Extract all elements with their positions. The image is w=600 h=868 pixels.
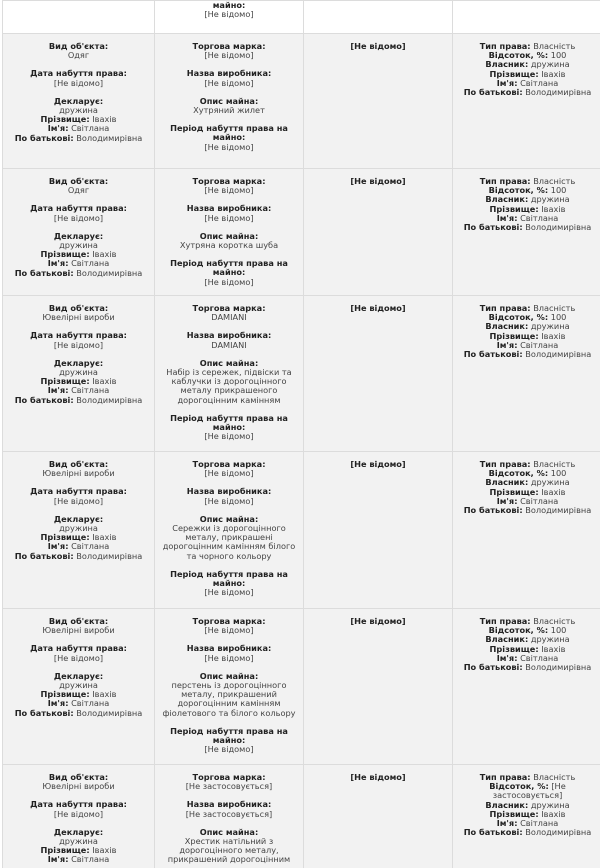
acquire-date-label: Дата набуття права:	[30, 330, 127, 341]
value-text: [Не відомо]	[350, 41, 406, 51]
patronymic	[7, 134, 150, 143]
percent-value: 100	[550, 468, 567, 479]
trademark-label: Торгова марка:	[192, 41, 266, 51]
manufacturer-label: Назва виробника:	[186, 330, 272, 341]
owner-first-name-value: Світлана	[520, 212, 559, 223]
acquire-date-value: [Не відомо]	[53, 808, 104, 819]
manufacturer-label: Назва виробника:	[186, 799, 272, 810]
percent-label: Відсоток, %:	[488, 468, 549, 479]
declarant-label: Декларує:	[53, 670, 104, 681]
trademark-label: Торгова марка:	[192, 459, 266, 469]
description-value: Набір із сережек, підвіски та каблучки із дорогоцінного металу прикрашеного дорогоцінним камінням	[166, 367, 292, 405]
owner-surname-value: Івахів	[541, 68, 566, 79]
owner-surname-value: Івахів	[541, 808, 566, 819]
surname-label: Прізвище:	[40, 532, 90, 543]
declarant-label: Декларує:	[53, 357, 104, 368]
percent-value: 100	[550, 312, 567, 323]
percent-label: Відсоток, %:	[488, 312, 549, 323]
cell-rights	[453, 452, 600, 609]
period-label-line1: Період набуття права на	[170, 258, 288, 269]
value-text: [Не відомо]	[350, 616, 406, 626]
object-type-label: Вид об'єкта:	[48, 772, 109, 782]
manufacturer-label: Назва виробника:	[186, 486, 272, 497]
description-label: Опис майна:	[199, 95, 259, 106]
object-type-label: Вид об'єкта:	[48, 616, 109, 626]
cell-empty	[3, 1, 155, 34]
trademark-label: Торгова марка:	[192, 303, 266, 313]
cell-empty	[453, 1, 600, 34]
percent-value: [Не застосовується]	[492, 781, 566, 801]
period-label-line1: Період набуття права на	[170, 568, 288, 579]
percent-label: Відсоток, %:	[488, 50, 549, 61]
owner-surname-label: Прізвище:	[489, 808, 539, 819]
declarant-label: Декларує:	[53, 230, 104, 241]
description-value: Хутряна коротка шуба	[179, 240, 279, 251]
object-type-label: Вид об'єкта:	[48, 459, 109, 469]
period-label-line2: майно:	[212, 422, 246, 433]
owner-surname-label: Прізвище:	[489, 330, 539, 341]
owner-patronymic	[457, 663, 598, 672]
owner-patronymic-label: По батькові:	[463, 349, 523, 360]
owner-patronymic-value: Володимирівна	[525, 87, 592, 98]
trademark-label: Торгова марка:	[192, 176, 266, 186]
period-label: майно:	[212, 0, 246, 10]
period-label-line1: Період набуття права на	[170, 725, 288, 736]
surname-value: Івахів	[92, 532, 117, 543]
declarant-value: дружина	[59, 240, 98, 251]
table-row-fragment	[3, 1, 600, 34]
value-text: [Не відомо]	[350, 303, 406, 313]
declarant-label: Декларує:	[53, 826, 104, 837]
cell-value	[304, 765, 453, 868]
owner-label: Власник:	[485, 799, 529, 810]
first-name-label: Ім'я:	[47, 854, 69, 865]
surname-label: Прізвище:	[40, 845, 90, 856]
surname-value: Івахів	[92, 376, 117, 387]
owner-label: Власник:	[485, 59, 529, 70]
percent-label: Відсоток, %:	[489, 781, 549, 792]
description-label: Опис майна:	[199, 513, 259, 524]
owner-first-name-label: Ім'я:	[496, 652, 518, 663]
owner-first-name-value: Світлана	[520, 818, 559, 829]
owner-value: дружина	[530, 321, 570, 332]
right-type-value: Власність	[533, 176, 576, 186]
owner-patronymic-label: По батькові:	[463, 222, 523, 233]
movable-property-table	[2, 0, 600, 868]
acquire-date-value: [Не відомо]	[53, 77, 104, 88]
first-name-label: Ім'я:	[47, 385, 69, 396]
first-name-value: Світлана	[71, 854, 110, 865]
manufacturer-value: [Не відомо]	[204, 77, 254, 88]
description-value: Сережки із дорогоцінного металу, прикрашені дорогоцінним камінням білого та чорного кольору	[162, 523, 296, 561]
owner-surname-label: Прізвище:	[489, 203, 539, 214]
surname-value: Івахів	[92, 845, 117, 856]
right-type-label: Тип права:	[479, 616, 531, 626]
patronymic-value: Володимирівна	[76, 132, 143, 143]
first-name-value: Світлана	[71, 123, 110, 134]
table-row	[3, 296, 600, 452]
surname-label: Прізвище:	[40, 249, 90, 260]
owner-surname-label: Прізвище:	[489, 68, 539, 79]
first-name-value: Світлана	[71, 385, 110, 396]
owner-surname-label: Прізвище:	[489, 486, 539, 497]
manufacturer-label: Назва виробника:	[186, 643, 272, 654]
period-label-line2: майно:	[212, 132, 246, 143]
description-value: перстень із дорогоцінного металу, прикрашений дорогоцінним камінням фіолетового та білого кольору	[162, 680, 296, 718]
owner-label: Власник:	[485, 634, 529, 645]
right-type-value: Власність	[533, 303, 576, 313]
table-row	[3, 609, 600, 765]
owner-patronymic	[457, 350, 598, 359]
right-type-value: Власність	[533, 41, 576, 51]
right-type-label: Тип права:	[479, 459, 531, 469]
patronymic-label: По батькові:	[14, 267, 74, 278]
object-type-value: Одяг	[67, 185, 90, 196]
first-name-value: Світлана	[71, 258, 110, 269]
patronymic-label: По батькові:	[14, 550, 74, 561]
declarant-label: Декларує:	[53, 513, 104, 524]
surname-value: Івахів	[92, 249, 117, 260]
owner-first-name-label: Ім'я:	[496, 495, 518, 506]
description-label: Опис майна:	[199, 230, 259, 241]
owner-label: Власник:	[485, 194, 529, 205]
object-type-value: Ювелірні вироби	[42, 781, 115, 792]
first-name-label: Ім'я:	[47, 258, 69, 269]
cell-object-info	[3, 296, 155, 452]
declarant-value: дружина	[59, 680, 98, 691]
trademark-value: [Не застосовується]	[185, 781, 273, 792]
declarant-value: дружина	[59, 367, 98, 378]
owner-patronymic-value: Володимирівна	[525, 505, 592, 516]
object-type-label: Вид об'єкта:	[48, 303, 109, 313]
object-type-label: Вид об'єкта:	[48, 176, 109, 186]
manufacturer-label: Назва виробника:	[186, 203, 272, 214]
cell-rights	[453, 765, 600, 868]
owner-first-name-value: Світлана	[520, 652, 559, 663]
owner-patronymic-label: По батькові:	[463, 87, 523, 98]
cell-rights	[453, 609, 600, 765]
trademark-label: Торгова марка:	[192, 772, 266, 782]
period-value: [Не відомо]	[204, 744, 254, 755]
percent-label: Відсоток, %:	[488, 185, 549, 196]
patronymic-label: По батькові:	[14, 394, 74, 405]
patronymic	[7, 269, 150, 278]
acquire-date-value: [Не відомо]	[53, 652, 104, 663]
cell-value	[304, 34, 453, 169]
manufacturer-label: Назва виробника:	[186, 68, 272, 79]
surname-value: Івахів	[92, 114, 117, 125]
acquire-date-label: Дата набуття права:	[30, 486, 127, 497]
owner-first-name-label: Ім'я:	[496, 77, 518, 88]
percent	[457, 782, 598, 800]
right-type-value: Власність	[533, 459, 576, 469]
cell-object-info	[3, 169, 155, 296]
patronymic-label: По батькові:	[14, 132, 74, 143]
cell-property-details	[155, 452, 304, 609]
cell-object-info	[3, 609, 155, 765]
patronymic-value: Володимирівна	[76, 550, 143, 561]
patronymic	[7, 709, 150, 718]
surname-label: Прізвище:	[40, 376, 90, 387]
declarant-value: дружина	[59, 523, 98, 534]
owner-first-name-value: Світлана	[520, 77, 559, 88]
cell-value	[304, 609, 453, 765]
owner-patronymic	[457, 223, 598, 232]
period-label-line2: майно:	[212, 735, 246, 746]
table-row	[3, 169, 600, 296]
period-value: [Не відомо]	[204, 276, 254, 287]
first-name-value: Світлана	[71, 541, 110, 552]
description-label: Опис майна:	[199, 357, 259, 368]
cell-property-details	[155, 609, 304, 765]
cell-object-info	[3, 452, 155, 609]
first-name-label: Ім'я:	[47, 123, 69, 134]
owner-patronymic-label: По батькові:	[463, 827, 523, 838]
cell-value	[304, 296, 453, 452]
object-type-value: Ювелірні вироби	[42, 468, 115, 479]
cell-value	[304, 452, 453, 609]
acquire-date-label: Дата набуття права:	[30, 643, 127, 654]
description-value: Хрестик натільний з дорогоцінного металу, прикрашений дорогоцінним	[167, 836, 291, 865]
owner-surname-label: Прізвище:	[489, 643, 539, 654]
cell-value	[304, 169, 453, 296]
owner-label: Власник:	[485, 321, 529, 332]
cell-rights	[453, 169, 600, 296]
patronymic-value: Володимирівна	[76, 707, 143, 718]
owner-patronymic	[457, 88, 598, 97]
surname-label: Прізвище:	[40, 689, 90, 700]
patronymic-label: По батькові:	[14, 707, 74, 718]
manufacturer-value: [Не відомо]	[204, 495, 254, 506]
object-type-value: Ювелірні вироби	[42, 312, 115, 323]
right-type-value: Власність	[533, 772, 576, 782]
first-name-label: Ім'я:	[47, 541, 69, 552]
owner-patronymic-value: Володимирівна	[525, 662, 592, 673]
declarant-value: дружина	[59, 105, 98, 116]
description-label: Опис майна:	[199, 826, 259, 837]
owner-value: дружина	[530, 799, 570, 810]
declarant-label: Декларує:	[53, 95, 104, 106]
right-type-label: Тип права:	[479, 772, 531, 782]
owner-patronymic	[457, 828, 598, 837]
cell-property-details	[155, 765, 304, 868]
cell-object-info	[3, 765, 155, 868]
value-text: [Не відомо]	[350, 176, 406, 186]
acquire-date-value: [Не відомо]	[53, 212, 104, 223]
trademark-value: [Не відомо]	[204, 625, 254, 636]
right-type-label: Тип права:	[479, 176, 531, 186]
acquire-date-value: [Не відомо]	[53, 495, 104, 506]
declarant-value: дружина	[59, 836, 98, 847]
period-label-line2: майно:	[212, 578, 246, 589]
trademark-value: [Не відомо]	[204, 185, 254, 196]
manufacturer-value: DAMIANI	[211, 339, 247, 350]
right-type-label: Тип права:	[479, 41, 531, 51]
owner-first-name-value: Світлана	[520, 495, 559, 506]
manufacturer-value: [Не відомо]	[204, 652, 254, 663]
cell-property-fragment	[155, 1, 304, 34]
description-label: Опис майна:	[199, 670, 259, 681]
owner-surname-value: Івахів	[541, 330, 566, 341]
table-row	[3, 452, 600, 609]
period-label-line1: Період набуття права на	[170, 123, 288, 134]
object-type-value: Ювелірні вироби	[42, 625, 115, 636]
acquire-date-label: Дата набуття права:	[30, 68, 127, 79]
period-label-line2: майно:	[212, 267, 246, 278]
cell-empty	[304, 1, 453, 34]
owner-first-name-value: Світлана	[520, 339, 559, 350]
table-row	[3, 34, 600, 169]
owner-surname-value: Івахів	[541, 203, 566, 214]
object-type-label: Вид об'єкта:	[48, 41, 109, 51]
cell-property-details	[155, 169, 304, 296]
period-value: [Не відомо]	[204, 9, 254, 20]
patronymic	[7, 396, 150, 405]
trademark-value: [Не відомо]	[204, 50, 254, 61]
patronymic	[7, 552, 150, 561]
owner-surname-value: Івахів	[541, 643, 566, 654]
period-value: [Не відомо]	[204, 431, 254, 442]
object-type-value: Одяг	[67, 50, 90, 61]
owner-patronymic-label: По батькові:	[463, 505, 523, 516]
period-label-line1: Період набуття права на	[170, 412, 288, 423]
value-text: [Не відомо]	[350, 772, 406, 782]
cell-object-info	[3, 34, 155, 169]
owner-value: дружина	[530, 477, 570, 488]
manufacturer-value: [Не відомо]	[204, 212, 254, 223]
owner-surname-value: Івахів	[541, 486, 566, 497]
cell-rights	[453, 296, 600, 452]
patronymic-value: Володимирівна	[76, 267, 143, 278]
percent-value: 100	[550, 625, 567, 636]
first-name-label: Ім'я:	[47, 698, 69, 709]
manufacturer-value: [Не застосовується]	[185, 808, 273, 819]
percent-value: 100	[550, 185, 567, 196]
right-type-value: Власність	[533, 616, 576, 626]
patronymic-value: Володимирівна	[76, 394, 143, 405]
owner-value: дружина	[530, 634, 570, 645]
owner-value: дружина	[530, 59, 570, 70]
period-value: [Не відомо]	[204, 141, 254, 152]
percent-value: 100	[550, 50, 567, 61]
acquire-date-label: Дата набуття права:	[30, 799, 127, 810]
acquire-date-value: [Не відомо]	[53, 339, 104, 350]
description-value: Хутряний жилет	[193, 105, 265, 116]
owner-first-name-label: Ім'я:	[496, 212, 518, 223]
owner-first-name-label: Ім'я:	[496, 818, 518, 829]
cell-property-details	[155, 296, 304, 452]
acquire-date-label: Дата набуття права:	[30, 203, 127, 214]
owner-patronymic-label: По батькові:	[463, 662, 523, 673]
percent-label: Відсоток, %:	[488, 625, 549, 636]
cell-property-details	[155, 34, 304, 169]
first-name-value: Світлана	[71, 698, 110, 709]
table-row	[3, 765, 600, 868]
owner-value: дружина	[530, 194, 570, 205]
owner-patronymic-value: Володимирівна	[525, 349, 592, 360]
value-text: [Не відомо]	[350, 459, 406, 469]
trademark-value: DAMIANI	[211, 312, 247, 323]
owner-first-name-label: Ім'я:	[496, 339, 518, 350]
owner-patronymic-value: Володимирівна	[525, 222, 592, 233]
first-name	[7, 855, 150, 864]
right-type-label: Тип права:	[479, 303, 531, 313]
surname-value: Івахів	[92, 689, 117, 700]
cell-rights	[453, 34, 600, 169]
owner-patronymic-value: Володимирівна	[525, 827, 592, 838]
owner-patronymic	[457, 506, 598, 515]
trademark-value: [Не відомо]	[204, 468, 254, 479]
owner-label: Власник:	[485, 477, 529, 488]
period-value: [Не відомо]	[204, 587, 254, 598]
trademark-label: Торгова марка:	[192, 616, 266, 626]
surname-label: Прізвище:	[40, 114, 90, 125]
